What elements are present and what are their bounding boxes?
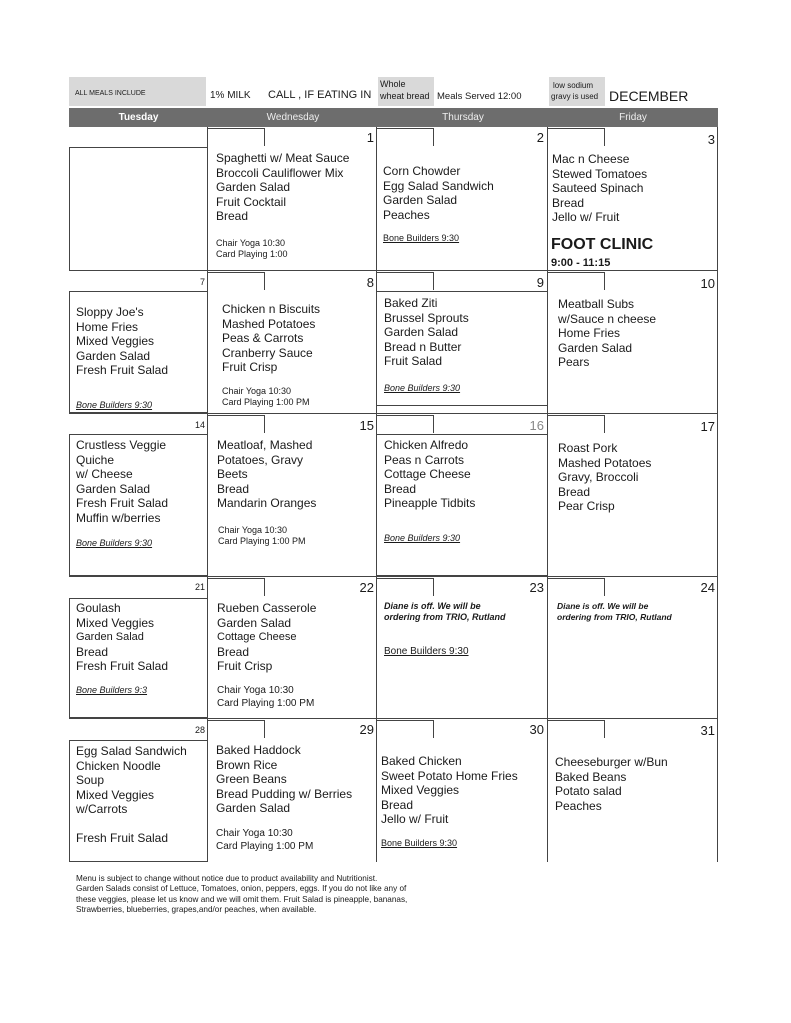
menu-fri-week5 — [555, 755, 668, 813]
date-tab — [547, 720, 605, 738]
header-low-sodium: low sodium — [553, 81, 594, 90]
activity-notes — [216, 827, 313, 853]
date-tab — [547, 128, 605, 146]
menu-item: Potatoes, Gravy — [217, 452, 304, 467]
header-all-meals: ALL MEALS INCLUDE — [75, 90, 146, 97]
menu-item: Mandarin Oranges — [217, 496, 317, 510]
menu-tue-week2 — [76, 305, 168, 378]
menu-item: Mac n Cheese — [552, 152, 630, 166]
menu-item: Bread — [217, 481, 250, 496]
menu-item: Mixed Veggies — [76, 787, 155, 802]
grid-line — [69, 147, 207, 148]
menu-item: Garden Salad — [216, 180, 291, 194]
date-number: 15 — [359, 418, 374, 433]
menu-item: Fresh Fruit Salad — [76, 496, 169, 510]
day-thursday: Thursday — [442, 112, 484, 123]
header-whole: Whole — [380, 79, 406, 89]
foot-clinic-time: 9:00 - 11:15 — [551, 257, 611, 269]
menu-item: Cranberry Sauce — [222, 345, 313, 360]
menu-item: Stewed Tomatoes — [552, 166, 648, 181]
date-tab — [207, 128, 265, 146]
menu-item: Home Fries — [558, 326, 621, 340]
menu-item: Bread — [217, 644, 250, 659]
activity-note: Card Playing 1:00 PM — [218, 536, 306, 546]
grid-line — [69, 576, 717, 577]
menu-item: Chicken Noodle — [76, 758, 161, 773]
date-number: 1 — [366, 130, 374, 145]
menu-item: Mashed Potatoes — [222, 316, 316, 331]
footer-line: Garden Salads consist of Lettuce, Tomatoes, onion, peppers, eggs. If you do not like any of — [76, 884, 407, 894]
menu-fri-week2 — [558, 297, 656, 370]
note-line: ordering from TRIO, Rutland — [384, 612, 506, 622]
bone-builders: Bone Builders 9:30 — [384, 646, 469, 657]
menu-item: w/ Cheese — [76, 467, 133, 481]
header-month: DECEMBER — [609, 88, 689, 104]
menu-item: Meatball Subs — [558, 297, 635, 311]
date-number: 3 — [707, 132, 715, 147]
menu-item: Bread — [384, 481, 417, 496]
menu-item: Fruit Crisp — [217, 659, 273, 673]
header-milk: 1% MILK — [210, 90, 251, 101]
menu-item: Bread — [76, 644, 109, 659]
bone-builders: Bone Builders 9:30 — [384, 383, 461, 393]
bone-builders: Bone Builders 9:30 — [381, 838, 458, 848]
menu-item: Garden Salad — [558, 340, 633, 355]
menu-item: Mixed Veggies — [76, 334, 155, 348]
menu-tue-week4 — [76, 601, 168, 674]
menu-item: Crustless Veggie — [76, 438, 167, 452]
date-number: 10 — [700, 276, 715, 291]
bone-builders: Bone Builders 9:30 — [383, 233, 460, 243]
date-number: 21 — [194, 582, 205, 592]
menu-fri-week3 — [558, 441, 651, 514]
activity-note: Chair Yoga 10:30 — [217, 685, 294, 696]
footer-notes — [76, 874, 506, 915]
date-number: 22 — [359, 580, 374, 595]
menu-wed-week1 — [216, 151, 349, 224]
activity-note: Card Playing 1:00 — [216, 249, 288, 259]
menu-item: Meatloaf, Mashed — [217, 438, 313, 452]
date-number: 29 — [359, 722, 374, 737]
date-tab — [547, 578, 605, 596]
date-tab — [376, 128, 434, 146]
date-tab — [547, 415, 605, 433]
menu-item: Garden Salad — [76, 348, 151, 363]
date-number: 23 — [529, 580, 544, 595]
note-line: Diane is off. We will be — [557, 601, 649, 611]
menu-item: Soup — [76, 773, 105, 787]
menu-item: Fresh Fruit Salad — [76, 363, 169, 377]
grid-line — [69, 147, 70, 270]
menu-item: Mixed Veggies — [381, 783, 460, 797]
menu-item: Gravy, Broccoli — [558, 470, 639, 484]
menu-item: Potato salad — [555, 784, 622, 798]
menu-wed-week3 — [217, 438, 316, 511]
menu-item: Peaches — [383, 207, 430, 222]
date-number: 24 — [700, 580, 715, 595]
activity-note: Card Playing 1:00 PM — [217, 698, 315, 709]
menu-item: Fresh Fruit Salad — [76, 831, 169, 845]
menu-item: Bread — [216, 209, 249, 223]
date-number: 28 — [194, 725, 205, 735]
date-tab — [376, 720, 434, 738]
header-served: Meals Served 12:00 — [437, 91, 522, 102]
diane-off-note — [557, 601, 672, 623]
date-tab — [207, 272, 265, 290]
menu-item: Peaches — [555, 798, 602, 813]
menu-item: Home Fries — [76, 319, 139, 334]
footer-line: Strawberries, blueberries, grapes,and/or peaches, when available. — [76, 904, 317, 914]
menu-item: Sweet Potato Home Fries — [381, 768, 518, 783]
grid-line — [717, 127, 718, 862]
menu-item: Garden Salad — [76, 481, 151, 496]
date-number: 7 — [199, 277, 205, 287]
menu-wed-week4 — [217, 601, 316, 674]
menu-item: Baked Ziti — [384, 296, 438, 310]
menu-item: Garden Salad — [383, 193, 458, 207]
menu-item: Cottage Cheese — [217, 631, 297, 643]
menu-item: Spaghetti w/ Meat Sauce — [216, 151, 350, 165]
menu-item: Cottage Cheese — [384, 467, 471, 481]
menu-item: Baked Chicken — [381, 754, 462, 768]
menu-item — [76, 817, 187, 832]
menu-item: Bread — [552, 195, 585, 210]
menu-item: Fruit Salad — [384, 354, 443, 368]
grid-line — [69, 270, 717, 271]
menu-item: Garden Salad — [76, 631, 144, 643]
header-gravy: gravy is used — [551, 92, 599, 101]
menu-item: Roast Pork — [558, 441, 618, 455]
menu-item: Mixed Veggies — [76, 615, 155, 630]
day-tuesday: Tuesday — [118, 112, 159, 123]
menu-item: Baked Haddock — [216, 743, 301, 757]
menu-item: w/Sauce n cheese — [558, 311, 657, 326]
menu-tue-week3 — [76, 438, 168, 525]
activity-note: Chair Yoga 10:30 — [216, 238, 286, 248]
diane-off-note — [384, 601, 506, 623]
date-number: 31 — [700, 723, 715, 738]
menu-wed-week2 — [222, 302, 320, 375]
date-number: 14 — [194, 420, 205, 430]
menu-item: Rueben Casserole — [217, 601, 317, 615]
menu-item: Egg Salad Sandwich — [383, 178, 494, 193]
note-line: Diane is off. We will be — [384, 601, 481, 611]
activity-note: Chair Yoga 10:30 — [218, 525, 288, 535]
menu-item: Bread Pudding w/ Berries — [216, 786, 353, 801]
menu-item: Green Beans — [216, 772, 287, 786]
menu-item: Bread n Butter — [384, 339, 462, 354]
bone-builders: Bone Builders 9:3 — [76, 685, 148, 695]
menu-item: Cheeseburger w/Bun — [555, 755, 668, 769]
note-line: ordering from TRIO, Rutland — [557, 612, 672, 622]
menu-item: Jello w/ Fruit — [381, 812, 449, 826]
date-tab — [207, 578, 265, 596]
date-number: 16 — [529, 418, 544, 433]
date-number: 30 — [529, 722, 544, 737]
menu-thu-week5 — [381, 754, 518, 827]
menu-item: Bread — [558, 484, 591, 499]
date-number: 2 — [536, 130, 544, 145]
menu-item: Jello w/ Fruit — [552, 210, 620, 224]
activity-notes — [217, 684, 314, 710]
menu-item: w/Carrots — [76, 802, 128, 816]
menu-item: Sauteed Spinach — [552, 181, 644, 195]
date-number: 17 — [700, 419, 715, 434]
menu-item: Garden Salad — [384, 325, 459, 339]
header-call: CALL , IF EATING IN — [268, 89, 372, 101]
day-header-bar — [69, 108, 718, 127]
menu-item: Pears — [558, 355, 590, 369]
day-wednesday: Wednesday — [266, 112, 320, 123]
activity-notes — [216, 238, 288, 260]
date-number: 9 — [536, 275, 544, 290]
menu-item: Garden Salad — [216, 801, 291, 815]
menu-item: Pineapple Tidbits — [384, 496, 476, 510]
activity-note: Card Playing 1:00 PM — [216, 841, 314, 852]
menu-item: Muffin w/berries — [76, 510, 161, 525]
bone-builders: Bone Builders 9:30 — [76, 400, 153, 410]
menu-wed-week5 — [216, 743, 352, 816]
menu-thu-week3 — [384, 438, 475, 511]
activity-note: Chair Yoga 10:30 — [222, 386, 292, 396]
grid-line — [69, 413, 717, 414]
menu-item: Beets — [217, 467, 248, 481]
menu-item: Fruit Crisp — [222, 360, 278, 374]
foot-clinic-title: FOOT CLINIC — [551, 236, 654, 253]
menu-item: Baked Beans — [555, 769, 627, 784]
menu-thu-week1 — [383, 164, 494, 222]
bone-builders: Bone Builders 9:30 — [76, 538, 153, 548]
menu-item: Pear Crisp — [558, 499, 615, 513]
day-friday: Friday — [619, 112, 647, 123]
date-tab — [376, 272, 434, 290]
menu-item: Brown Rice — [216, 757, 278, 772]
menu-item: Brussel Sprouts — [384, 310, 469, 325]
menu-item: Quiche — [76, 452, 115, 467]
footer-line: these veggies, please let us know and we will omit them. Fruit Salad is pineapple, bananas, — [76, 894, 408, 904]
activity-note: Card Playing 1:00 PM — [222, 397, 310, 407]
menu-item: Garden Salad — [217, 615, 292, 630]
menu-item: Fruit Cocktail — [216, 194, 287, 209]
menu-item: Peas & Carrots — [222, 331, 304, 345]
menu-item: Sloppy Joe's — [76, 305, 144, 319]
menu-item: Bread — [381, 797, 414, 812]
grid-line — [69, 718, 717, 719]
footer-line: Menu is subject to change without notice due to product availability and Nutritionist. — [76, 874, 378, 883]
date-tab — [207, 415, 265, 433]
menu-item: Chicken Alfredo — [384, 438, 469, 452]
menu-item: Fresh Fruit Salad — [76, 659, 169, 673]
menu-item: Egg Salad Sandwich — [76, 744, 187, 758]
menu-item: Goulash — [76, 601, 121, 615]
menu-tue-week5 — [76, 744, 187, 846]
header-wheat-bread: wheat bread — [380, 91, 430, 101]
menu-item: Corn Chowder — [383, 164, 461, 178]
date-tab — [376, 578, 434, 596]
activity-notes — [218, 525, 306, 547]
menu-thu-week2 — [384, 296, 469, 369]
menu-item: Mashed Potatoes — [558, 455, 652, 470]
date-tab — [376, 415, 434, 433]
date-number: 8 — [366, 275, 374, 290]
date-tab — [547, 272, 605, 290]
bone-builders: Bone Builders 9:30 — [384, 533, 461, 543]
menu-item: Broccoli Cauliflower Mix — [216, 165, 344, 180]
menu-fri-week1 — [552, 152, 647, 225]
activity-notes — [222, 386, 310, 408]
menu-item: Peas n Carrots — [384, 452, 465, 467]
menu-item: Chicken n Biscuits — [222, 302, 321, 316]
date-tab — [207, 720, 265, 738]
activity-note: Chair Yoga 10:30 — [216, 828, 293, 839]
